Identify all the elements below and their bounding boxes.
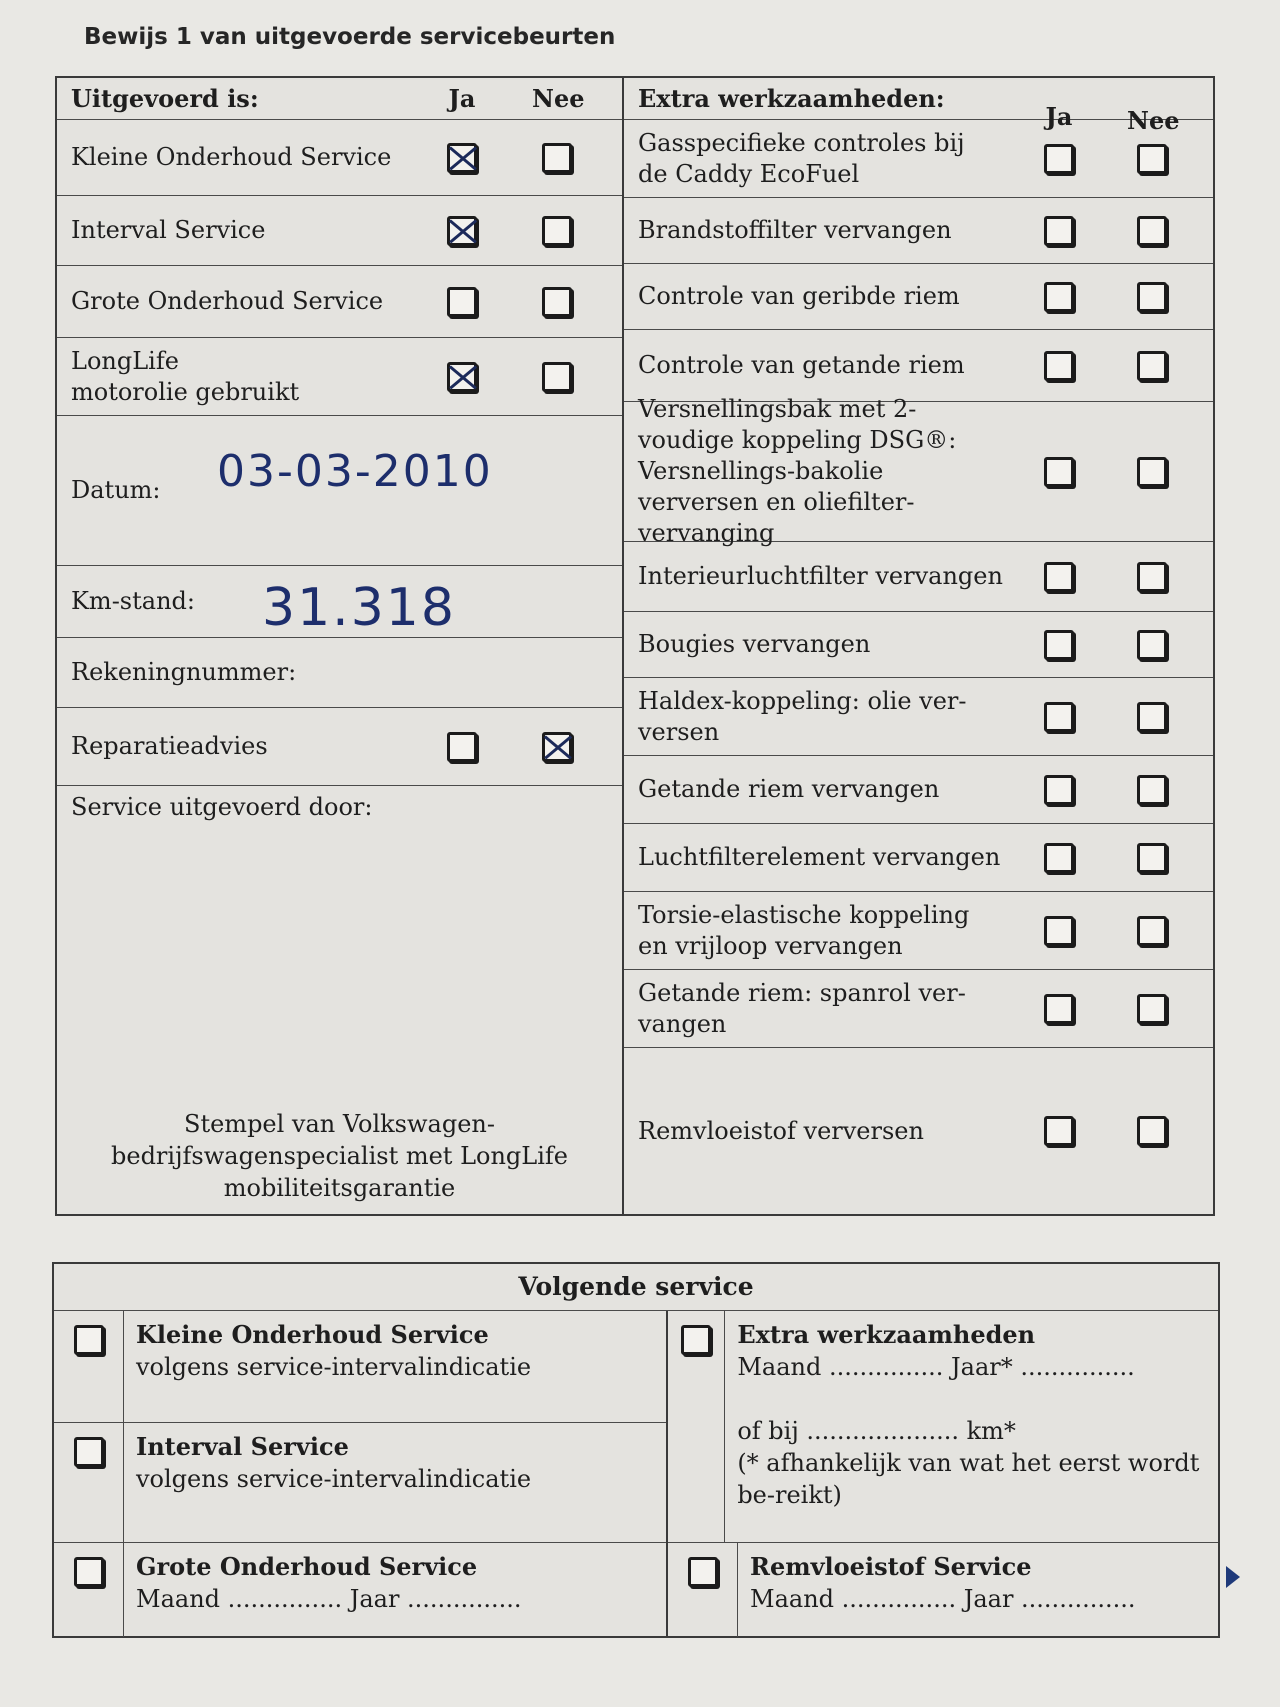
row-label: Interval Service (71, 216, 266, 244)
row-interval-service (57, 196, 622, 266)
row-label: Kleine Onderhoud Service (71, 143, 392, 171)
extra-label: Controle van geribde riem (638, 282, 960, 310)
ja-checkbox[interactable] (1044, 630, 1074, 660)
service-form (55, 76, 1215, 1216)
extra-note: (* afhankelijk van wat het eerst wordt be-reikt) (737, 1449, 1200, 1509)
rem-checkbox[interactable] (688, 1557, 718, 1587)
extra-row (624, 824, 1213, 892)
nee-checkbox[interactable] (542, 362, 572, 392)
ja-checkbox[interactable] (447, 143, 477, 173)
nee-checkbox[interactable] (1137, 775, 1167, 805)
interval-checkbox[interactable] (74, 1437, 104, 1467)
km-label: Km-stand: (71, 587, 195, 615)
nee-checkbox[interactable] (1137, 994, 1167, 1024)
nee-checkbox[interactable] (1137, 843, 1167, 873)
row-datum (57, 416, 622, 566)
extra-label: Getande riem: spanrol ver-vangen (638, 978, 966, 1038)
ja-checkbox[interactable] (1044, 1116, 1074, 1146)
extra-label: Getande riem vervangen (638, 775, 940, 803)
nee-header: Nee (1127, 106, 1180, 135)
extra-header (624, 78, 1213, 135)
nee-header: Nee (532, 84, 585, 113)
stamp-caption: Stempel van Volkswagen-bedrijfswagenspecialist met LongLife mobiliteitsgarantie (111, 1110, 568, 1202)
nee-checkbox[interactable] (1137, 216, 1167, 246)
extra-row (624, 198, 1213, 264)
extra-header-label: Extra werkzaamheden: (638, 84, 945, 113)
extra-line1: Maand ............... Jaar* ............... (737, 1353, 1135, 1381)
next-service-title: Volgende service (54, 1264, 1218, 1311)
nee-checkbox[interactable] (542, 287, 572, 317)
performed-column (57, 78, 624, 1214)
ja-checkbox[interactable] (1044, 994, 1074, 1024)
ja-checkbox[interactable] (447, 732, 477, 762)
extra-row (624, 678, 1213, 756)
extra-label: Controle van getande riem (638, 351, 965, 379)
nee-checkbox[interactable] (1137, 282, 1167, 312)
row-service-uitgevoerd-door (57, 786, 622, 1214)
nee-checkbox[interactable] (1137, 630, 1167, 660)
nee-checkbox[interactable] (542, 143, 572, 173)
kleine-sub: volgens service-intervalindicatie (136, 1353, 532, 1381)
extra-row (624, 395, 1213, 547)
ja-checkbox[interactable] (1044, 216, 1074, 246)
ja-checkbox[interactable] (1044, 282, 1074, 312)
next-service-table (52, 1262, 1220, 1638)
service-door-label: Service uitgevoerd door: (71, 793, 373, 821)
extra-label: Luchtfilterelement vervangen (638, 843, 1001, 871)
nee-checkbox[interactable] (1137, 562, 1167, 592)
ja-checkbox[interactable] (1044, 144, 1074, 174)
ja-checkbox[interactable] (1044, 457, 1074, 487)
extra-line2: of bij .................... km* (737, 1417, 1016, 1445)
next-extra-row (668, 1311, 1218, 1543)
extra-label: Bougies vervangen (638, 630, 871, 658)
km-value[interactable]: 31.318 (262, 578, 456, 638)
row-rekeningnummer (57, 638, 622, 708)
extra-title: Extra werkzaamheden (737, 1320, 1036, 1349)
row-grote-onderhoud (57, 266, 622, 338)
extra-label: Torsie-elastische koppeling en vrijloop vervangen (638, 900, 970, 960)
extra-row (624, 120, 1213, 198)
ja-checkbox[interactable] (1044, 351, 1074, 381)
row-label: LongLife motorolie gebruikt (71, 346, 300, 406)
next-page-arrow-icon[interactable] (1226, 1566, 1240, 1588)
ja-checkbox[interactable] (447, 362, 477, 392)
kleine-checkbox[interactable] (74, 1325, 104, 1355)
extra-label: Interieurluchtfilter vervangen (638, 562, 1003, 590)
extra-label: Haldex-koppeling: olie ver-versen (638, 686, 967, 746)
nee-checkbox[interactable] (1137, 144, 1167, 174)
extra-row (624, 330, 1213, 402)
row-label: Grote Onderhoud Service (71, 287, 384, 315)
interval-title: Interval Service (136, 1432, 349, 1461)
extra-row (624, 612, 1213, 678)
interval-sub: volgens service-intervalindicatie (136, 1465, 532, 1493)
page-title: Bewijs 1 van uitgevoerde servicebeurten (84, 24, 616, 50)
nee-checkbox[interactable] (1137, 702, 1167, 732)
extra-work-column (624, 78, 1213, 1214)
rekening-label: Rekeningnummer: (71, 658, 297, 686)
extra-label: Brandstoffilter vervangen (638, 216, 952, 244)
ja-checkbox[interactable] (1044, 562, 1074, 592)
next-rem-row (668, 1543, 1218, 1637)
grote-checkbox[interactable] (74, 1557, 104, 1587)
rem-sub: Maand ............... Jaar ............... (750, 1585, 1136, 1613)
nee-checkbox[interactable] (542, 216, 572, 246)
ja-checkbox[interactable] (447, 287, 477, 317)
ja-checkbox[interactable] (447, 216, 477, 246)
nee-checkbox[interactable] (542, 732, 572, 762)
kleine-title: Kleine Onderhoud Service (136, 1320, 489, 1349)
nee-checkbox[interactable] (1137, 457, 1167, 487)
row-longlife-olie (57, 338, 622, 416)
row-kleine-onderhoud (57, 120, 622, 196)
next-grote-row (54, 1543, 666, 1637)
datum-label: Datum: (71, 476, 161, 504)
ja-checkbox[interactable] (1044, 775, 1074, 805)
extra-row (624, 264, 1213, 330)
extra-row (624, 1048, 1213, 1214)
extra-row (624, 970, 1213, 1048)
next-kleine-row (54, 1311, 666, 1423)
rem-title: Remvloeistof Service (750, 1552, 1032, 1581)
nee-checkbox[interactable] (1137, 351, 1167, 381)
extra-row (624, 542, 1213, 612)
ja-checkbox[interactable] (1044, 916, 1074, 946)
row-km-stand (57, 566, 622, 638)
extra-label: Remvloeistof verversen (638, 1116, 924, 1145)
ja-checkbox[interactable] (1044, 843, 1074, 873)
grote-title: Grote Onderhoud Service (136, 1552, 478, 1581)
ja-checkbox[interactable] (1044, 702, 1074, 732)
grote-sub: Maand ............... Jaar ............... (136, 1585, 522, 1613)
next-interval-row (54, 1423, 666, 1543)
extra-label: Versnellingsbak met 2-voudige koppeling DSG®: Versnellings-bakolie verversen en oliefilter-vervanging (638, 395, 957, 547)
extra-row (624, 756, 1213, 824)
extra-label: Gasspecifieke controles bij de Caddy EcoFuel (638, 128, 965, 188)
row-reparatieadvies (57, 708, 622, 786)
reparatie-label: Reparatieadvies (71, 732, 268, 760)
extra-checkbox[interactable] (681, 1325, 711, 1355)
performed-header-label: Uitgevoerd is: (71, 84, 259, 113)
ja-header: Ja (448, 84, 476, 113)
extra-row (624, 892, 1213, 970)
performed-header (57, 78, 622, 120)
nee-checkbox[interactable] (1137, 1116, 1167, 1146)
nee-checkbox[interactable] (1137, 916, 1167, 946)
datum-value[interactable]: 03-03-2010 (217, 446, 493, 497)
ja-header: Ja (1045, 102, 1073, 131)
